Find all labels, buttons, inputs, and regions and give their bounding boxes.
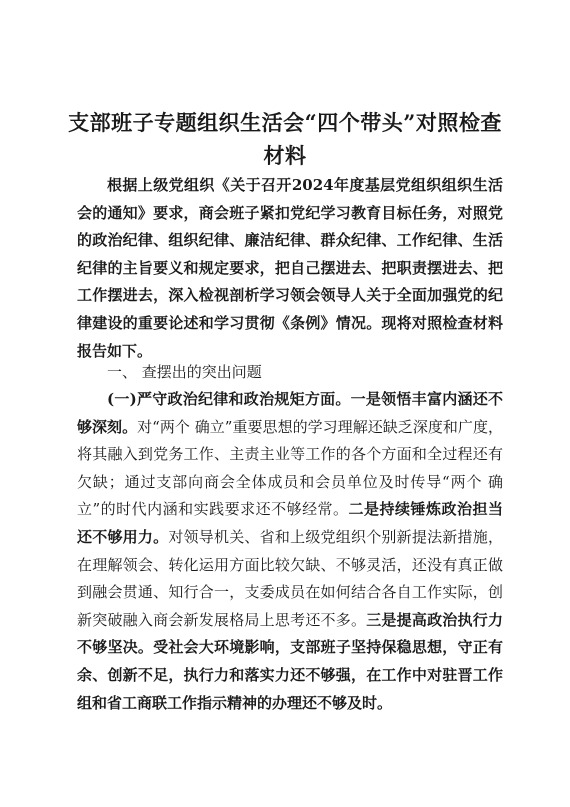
document-title-continued: 材料 bbox=[263, 143, 307, 168]
point-text: 对领导机关、省和上级党组织个别新提法新措施，在理解领会、转化运用方面比较欠缺、不够灵活，还没有真正做到融会贯通、知行合一，支委成员在如何结合各自工作实际，创新突破融入商会新发展格局上思考还不多。 bbox=[77, 527, 503, 629]
point-heading: 三是提高政治执行力不够坚决。 bbox=[77, 610, 503, 657]
body-paragraph bbox=[77, 386, 503, 717]
subsection-heading: (一)严守政治纪律和政治规矩方面。 bbox=[107, 390, 351, 408]
intro-paragraph: 根据上级党组织《关于召开2024年度基层党组织组织生活会的通知》要求，商会班子紧扣党纪学习教育目标任务，对照党的政治纪律、组织纪律、廉洁纪律、群众纪律、工作纪律、生活纪律的主旨要义和规定要求，把自己摆进去、把职责摆进去、把工作摆进去，深入检视剖析学习领会领导人关于全面加强党的纪律建设的重要论述和学习贯彻《条例》情况。现将对照检查材料报告如下。 bbox=[77, 176, 503, 360]
document-title: 支部班子专题组织生活会“四个带头”对照检查 bbox=[68, 110, 502, 135]
point-heading: 二是持续锤炼政治担当还不够用力。 bbox=[77, 500, 503, 546]
point-text: 对“两个 确立”重要思想的学习理解还缺乏深度和广度，将其融入到党务工作、主责主业等工作的各个方面和全过程还有欠缺；通过支部向商会全体成员和会员单位及时传导“两个 确立”的时代内涵和实践要求还不够经常。 bbox=[77, 417, 503, 519]
section-heading: 一、 查摆出的突出问题 bbox=[107, 363, 262, 381]
point-heading: 一是领悟丰富内涵还不够深刻。 bbox=[77, 390, 503, 436]
point-text: 受社会大环境影响，支部班子坚持保稳思想，守正有余、创新不足，执行力和落实力还不够强，在工作中对驻晋工作组和省工商联工作指示精神的办理还不够及时。 bbox=[77, 638, 503, 712]
